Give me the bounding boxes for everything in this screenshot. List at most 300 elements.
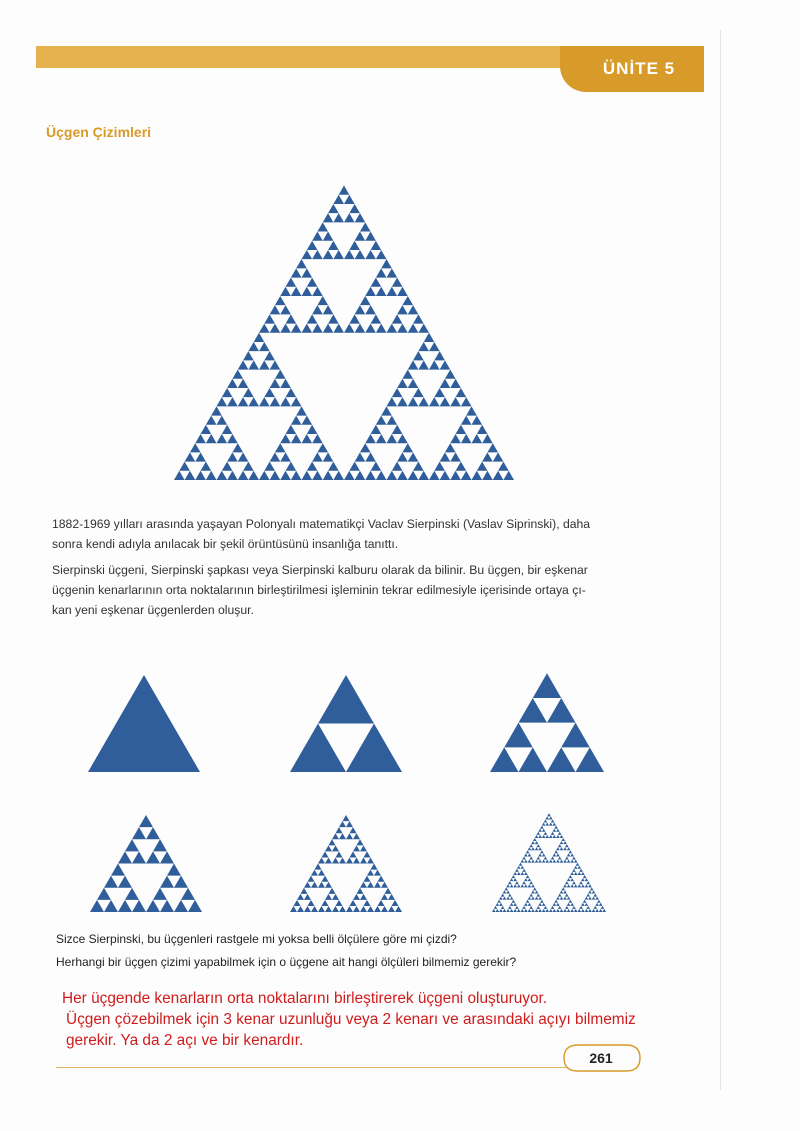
- sierpinski-cell: [542, 835, 546, 838]
- sierpinski-cell: [494, 906, 498, 909]
- sierpinski-cell: [599, 903, 603, 906]
- sierpinski-cell: [570, 903, 574, 906]
- sierpinski-cell: [567, 860, 571, 863]
- sierpinski-cell: [506, 909, 510, 912]
- sierpinski-cell: [392, 900, 399, 906]
- sierpinski-cell: [332, 894, 339, 900]
- sierpinski-cell: [528, 878, 532, 881]
- sierpinski-cell: [353, 894, 360, 900]
- sierpinski-cell: [537, 832, 541, 835]
- sierpinski-cell: [497, 900, 501, 903]
- sierpinski-cell: [504, 887, 508, 890]
- sierpinski-cell: [560, 847, 564, 850]
- sierpinski-cell: [554, 900, 558, 903]
- sierpinski-cell: [521, 909, 525, 912]
- sierpinski-cell: [531, 841, 535, 844]
- sierpinski-cell: [90, 900, 104, 912]
- sierpinski-cell: [537, 844, 541, 847]
- sierpinski-cell: [537, 906, 541, 909]
- sierpinski-cell: [181, 888, 195, 900]
- answer-line: gerekir. Ya da 2 açı ve bir kenardır.: [66, 1032, 304, 1049]
- sierpinski-cell: [519, 863, 523, 866]
- sierpinski-cell: [304, 894, 311, 900]
- sierpinski-stage-4: [290, 815, 402, 912]
- sierpinski-cell: [360, 845, 367, 851]
- sierpinski-cell: [524, 860, 528, 863]
- sierpinski-cell: [325, 894, 332, 900]
- sierpinski-cell: [594, 893, 598, 896]
- sierpinski-cell: [556, 835, 560, 838]
- sierpinski-stage-1: [290, 675, 402, 772]
- sierpinski-cell: [581, 872, 585, 875]
- sierpinski-cell: [581, 903, 585, 906]
- sierpinski-cell: [325, 882, 332, 888]
- sierpinski-cell: [343, 815, 350, 821]
- sierpinski-cell: [572, 869, 576, 872]
- sierpinski-cell: [537, 856, 541, 859]
- sierpinski-cell: [578, 866, 582, 869]
- sierpinski-cell: [332, 845, 339, 851]
- sierpinski-cell: [357, 888, 364, 894]
- sierpinski-cell: [535, 835, 539, 838]
- question-2: Herhangi bir üçgen çizimi yapabilmek için o üçgene ait hangi ölçüleri bilmemiz gerekir?: [56, 955, 517, 969]
- sierpinski-cell: [538, 853, 542, 856]
- sierpinski-cell: [579, 869, 583, 872]
- sierpinski-cell: [585, 903, 589, 906]
- sierpinski-cell: [553, 903, 557, 906]
- sierpinski-cell: [595, 897, 599, 900]
- sierpinski-cell: [496, 903, 500, 906]
- sierpinski-cell: [535, 909, 539, 912]
- sierpinski-cell: [515, 869, 519, 872]
- sierpinski-cell: [570, 872, 574, 875]
- sierpinski-cell: [570, 909, 574, 912]
- sierpinski-cell: [146, 827, 160, 839]
- sierpinski-cell: [153, 888, 167, 900]
- sierpinski-cell: [567, 878, 571, 881]
- sierpinski-cell: [526, 900, 530, 903]
- sierpinski-cell: [553, 853, 557, 856]
- sierpinski-cell: [581, 878, 585, 881]
- sierpinski-cell: [576, 747, 605, 772]
- sierpinski-cell: [560, 897, 564, 900]
- sierpinski-cell: [545, 835, 549, 838]
- sierpinski-cell: [558, 893, 562, 896]
- sierpinski-cell: [188, 900, 202, 912]
- sierpinski-cell: [111, 864, 125, 876]
- sierpinski-cell: [118, 851, 132, 863]
- sierpinski-cell: [524, 853, 528, 856]
- paragraph-line: üçgenin kenarlarının orta noktalarının birleştirilmesi işleminin tekrar edilmesiyle içerisinde ortaya çı-: [52, 583, 586, 597]
- sierpinski-cell: [542, 903, 546, 906]
- sierpinski-cell: [297, 894, 304, 900]
- sierpinski-stage-2: [490, 673, 604, 772]
- paragraph-line: Sierpinski üçgeni, Sierpinski şapkası veya Sierpinski kalburu olarak da bilinir. Bu üçgen, bir eşkenar: [52, 563, 588, 577]
- answer-line: Üçgen çözebilmek için 3 kenar uzunluğu veya 2 kenarı ve arasındaki açıyı bilmemiz: [66, 1011, 636, 1028]
- sierpinski-cell: [311, 906, 318, 912]
- sierpinski-cell: [97, 888, 111, 900]
- sierpinski-cell: [578, 872, 582, 875]
- sierpinski-cell: [549, 835, 553, 838]
- sierpinski-cell: [318, 882, 325, 888]
- sierpinski-cell: [517, 884, 521, 887]
- sierpinski-cell: [332, 833, 339, 839]
- sierpinski-cell: [367, 870, 374, 876]
- sierpinski-cell: [290, 724, 346, 772]
- sierpinski-cell: [322, 876, 329, 882]
- sierpinski-cell: [297, 906, 304, 912]
- sierpinski-cell: [513, 909, 517, 912]
- sierpinski-cell: [515, 906, 519, 909]
- sierpinski-cell: [522, 906, 526, 909]
- sierpinski-cell: [504, 723, 533, 748]
- sierpinski-cell: [544, 906, 548, 909]
- section-title: Üçgen Çizimleri: [46, 124, 152, 140]
- sierpinski-cell: [318, 675, 374, 723]
- sierpinski-cell: [353, 906, 360, 912]
- sierpinski-cell: [538, 897, 542, 900]
- sierpinski-cell: [346, 857, 353, 863]
- sierpinski-cell: [601, 906, 605, 909]
- sierpinski-cell: [567, 884, 571, 887]
- sierpinski-cell: [515, 881, 519, 884]
- sierpinski-cell: [508, 893, 512, 896]
- sierpinski-cell: [318, 857, 325, 863]
- sierpinski-cell: [560, 841, 564, 844]
- sierpinski-cell: [388, 894, 395, 900]
- sierpinski-cell: [510, 878, 514, 881]
- sierpinski-cell: [160, 876, 174, 888]
- sierpinski-cell: [311, 870, 318, 876]
- sierpinski-cell: [586, 881, 590, 884]
- sierpinski-stage-0: [88, 675, 200, 772]
- sierpinski-cell: [528, 909, 532, 912]
- sierpinski-cell: [581, 884, 585, 887]
- sierpinski-cell: [125, 839, 139, 851]
- sierpinski-cell: [336, 900, 343, 906]
- sierpinski-cell: [125, 888, 139, 900]
- sierpinski-cell: [510, 903, 514, 906]
- sierpinski-cell: [538, 847, 542, 850]
- sierpinski-cell: [315, 864, 322, 870]
- sierpinski-cell: [565, 881, 569, 884]
- sierpinski-cell: [533, 673, 562, 698]
- sierpinski-cell: [528, 884, 532, 887]
- sierpinski-cell: [569, 850, 573, 853]
- sierpinski-cell: [513, 903, 517, 906]
- sierpinski-cell: [561, 887, 565, 890]
- sierpinski-cell: [336, 851, 343, 857]
- sierpinski-cell: [545, 823, 549, 826]
- sierpinski-cell: [346, 833, 353, 839]
- sierpinski-cell: [560, 835, 564, 838]
- sierpinski-cell: [574, 860, 578, 863]
- sierpinski-cell: [350, 851, 357, 857]
- sierpinski-cell: [322, 900, 329, 906]
- sierpinski-cell: [554, 850, 558, 853]
- sierpinski-cell: [563, 909, 567, 912]
- sierpinski-cell: [583, 900, 587, 903]
- sierpinski-cell: [535, 890, 539, 893]
- sierpinski-cell: [586, 906, 590, 909]
- sierpinski-cell: [308, 900, 315, 906]
- sierpinski-cell: [490, 747, 519, 772]
- sierpinski-cell: [529, 881, 533, 884]
- sierpinski-cell: [381, 882, 388, 888]
- sierpinski-cell: [526, 850, 530, 853]
- sierpinski-cell: [529, 906, 533, 909]
- sierpinski-cell: [524, 909, 528, 912]
- sierpinski-cell: [339, 833, 346, 839]
- sierpinski-cell: [529, 856, 533, 859]
- sierpinski-cell: [592, 897, 596, 900]
- sierpinski-cell: [174, 876, 188, 888]
- sierpinski-cell: [332, 857, 339, 863]
- paragraph-line: kan yeni eşkenar üçgenlerden oluşur.: [52, 603, 254, 617]
- sierpinski-cell: [567, 853, 571, 856]
- sierpinski-cell: [353, 857, 360, 863]
- sierpinski-cell: [346, 724, 402, 772]
- sierpinski-cell: [88, 675, 200, 772]
- sierpinski-cell: [538, 860, 542, 863]
- sierpinski-cell: [561, 723, 590, 748]
- sierpinski-cell: [531, 884, 535, 887]
- sierpinski-cell: [565, 906, 569, 909]
- sierpinski-cell: [592, 909, 596, 912]
- sierpinski-cell: [574, 872, 578, 875]
- sierpinski-cell: [329, 888, 336, 894]
- sierpinski-cell: [572, 906, 576, 909]
- sierpinski-cell: [521, 884, 525, 887]
- sierpinski-cell: [118, 900, 132, 912]
- sierpinski-cell: [565, 856, 569, 859]
- sierpinski-cell: [556, 903, 560, 906]
- sierpinski-cell: [558, 832, 562, 835]
- sierpinski-cell: [553, 909, 557, 912]
- sierpinski-cell: [545, 860, 549, 863]
- sierpinski-cell: [517, 866, 521, 869]
- sierpinski-cell: [132, 900, 146, 912]
- paragraph-line: sonra kendi adıyla anılacak bir şekil örüntüsünü insanlığa tanıttı.: [52, 537, 399, 551]
- sierpinski-cell: [538, 909, 542, 912]
- sierpinski-cell: [512, 875, 516, 878]
- sierpinski-cell: [588, 909, 592, 912]
- sierpinski-cell: [547, 698, 576, 723]
- sierpinski-cell: [524, 903, 528, 906]
- sierpinski-cell: [371, 864, 378, 870]
- sierpinski-cell: [378, 900, 385, 906]
- sierpinski-cell: [549, 823, 553, 826]
- sierpinski-cell: [132, 851, 146, 863]
- sierpinski-cell: [602, 909, 606, 912]
- sierpinski-cell: [510, 884, 514, 887]
- sierpinski-cell: [556, 853, 560, 856]
- sierpinski-cell: [542, 853, 546, 856]
- sierpinski-cell: [590, 887, 594, 890]
- sierpinski-cell: [579, 906, 583, 909]
- sierpinski-cell: [104, 900, 118, 912]
- sierpinski-cell: [585, 909, 589, 912]
- sierpinski-cell: [595, 909, 599, 912]
- sierpinski-cell: [522, 856, 526, 859]
- sierpinski-cell: [329, 839, 336, 845]
- sierpinski-cell: [357, 839, 364, 845]
- sierpinski-cell: [367, 882, 374, 888]
- sierpinski-cell: [560, 890, 564, 893]
- sierpinski-cell: [563, 860, 567, 863]
- sierpinski-cell: [558, 844, 562, 847]
- sierpinski-cell: [567, 897, 571, 900]
- sierpinski-cell: [588, 890, 592, 893]
- sierpinski-cell: [535, 860, 539, 863]
- answer-line: Her üçgende kenarların orta noktalarını birleştirerek üçgeni oluşturuyor.: [62, 990, 548, 1007]
- sierpinski-cell: [556, 909, 560, 912]
- sierpinski-stage-5: [492, 813, 606, 912]
- sierpinski-cell: [528, 860, 532, 863]
- sierpinski-cell: [563, 841, 567, 844]
- sierpinski-cell: [570, 878, 574, 881]
- sierpinski-cell: [519, 698, 548, 723]
- sierpinski-cell: [503, 909, 507, 912]
- sierpinski-cell: [538, 835, 542, 838]
- sierpinski-cell: [537, 893, 541, 896]
- sierpinski-cell: [304, 882, 311, 888]
- sierpinski-cell: [588, 897, 592, 900]
- sierpinski-cell: [318, 906, 325, 912]
- sierpinski-cell: [542, 909, 546, 912]
- sierpinski-cell: [585, 897, 589, 900]
- sierpinski-cell: [524, 878, 528, 881]
- sierpinski-cell: [563, 884, 567, 887]
- sierpinski-cell: [367, 857, 374, 863]
- sierpinski-cell: [346, 906, 353, 912]
- sierpinski-cell: [549, 816, 553, 819]
- sierpinski-cell: [567, 903, 571, 906]
- sierpinski-cell: [325, 845, 332, 851]
- sierpinski-cell: [508, 881, 512, 884]
- paragraph-line: 1882-1969 yılları arasında yaşayan Polonyalı matematikçi Vaclav Sierpinski (Vaslav Siprinski), daha: [52, 517, 591, 531]
- sierpinski-cell: [585, 878, 589, 881]
- sierpinski-cell: [508, 906, 512, 909]
- sierpinski-cell: [565, 893, 569, 896]
- sierpinski-cell: [501, 893, 505, 896]
- sierpinski-cell: [364, 900, 371, 906]
- sierpinski-cell: [540, 900, 544, 903]
- sierpinski-cell: [519, 747, 548, 772]
- sierpinski-cell: [574, 909, 578, 912]
- sierpinski-cell: [583, 875, 587, 878]
- sierpinski-cell: [544, 856, 548, 859]
- sierpinski-cell: [545, 909, 549, 912]
- sierpinski-cell: [533, 887, 537, 890]
- sierpinski-cell: [549, 860, 553, 863]
- sierpinski-cell: [558, 856, 562, 859]
- sierpinski-cell: [597, 900, 601, 903]
- sierpinski-cell: [353, 833, 360, 839]
- sierpinski-cell: [567, 847, 571, 850]
- sierpinski-cell: [569, 900, 573, 903]
- sierpinski-cell: [572, 881, 576, 884]
- sierpinski-cell: [513, 884, 517, 887]
- sierpinski-cell: [374, 882, 381, 888]
- sierpinski-cell: [118, 876, 132, 888]
- sierpinski-cell: [350, 827, 357, 833]
- sierpinski-cell: [522, 869, 526, 872]
- sierpinski-cell: [594, 906, 598, 909]
- sierpinski-cell: [538, 829, 542, 832]
- sierpinski-cell: [513, 872, 517, 875]
- sierpinski-cell: [567, 909, 571, 912]
- sierpinski-cell: [160, 851, 174, 863]
- sierpinski-cell: [563, 897, 567, 900]
- sierpinski-cell: [506, 884, 510, 887]
- sierpinski-cell: [521, 860, 525, 863]
- sierpinski-cell: [503, 897, 507, 900]
- sierpinski-cell: [353, 845, 360, 851]
- sierpinski-cell: [547, 747, 576, 772]
- sierpinski-cell: [517, 872, 521, 875]
- sierpinski-cell: [553, 823, 557, 826]
- sierpinski-cell: [522, 881, 526, 884]
- sierpinski-cell: [556, 829, 560, 832]
- sierpinski-cell: [388, 906, 395, 912]
- sierpinski-cell: [318, 870, 325, 876]
- sierpinski-cell: [545, 816, 549, 819]
- sierpinski-cell: [560, 860, 564, 863]
- sierpinski-cell: [395, 906, 402, 912]
- sierpinski-cell: [360, 857, 367, 863]
- sierpinski-cell: [146, 900, 160, 912]
- sierpinski-cell: [558, 906, 562, 909]
- sierpinski-cell: [556, 897, 560, 900]
- sierpinski-cell: [556, 860, 560, 863]
- sierpinski-cell: [499, 903, 503, 906]
- sierpinski-cell: [139, 815, 153, 827]
- sierpinski-cell: [360, 894, 367, 900]
- sierpinski-cell: [544, 832, 548, 835]
- sierpinski-cell: [529, 844, 533, 847]
- sierpinski-cell: [360, 906, 367, 912]
- sierpinski-cell: [531, 890, 535, 893]
- sierpinski-cell: [364, 876, 371, 882]
- sierpinski-cell: [496, 909, 500, 912]
- sierpinski-cell: [517, 909, 521, 912]
- sierpinski-cell: [528, 847, 532, 850]
- sierpinski-cell: [524, 872, 528, 875]
- sierpinski-cell: [599, 909, 603, 912]
- sierpinski-cell: [521, 866, 525, 869]
- sierpinski-cell: [492, 909, 496, 912]
- sierpinski-cell: [553, 860, 557, 863]
- sierpinski-cell: [551, 856, 555, 859]
- sierpinski-cell: [521, 872, 525, 875]
- sierpinski-cell: [574, 884, 578, 887]
- sierpinski-cell: [153, 839, 167, 851]
- sierpinski-cell: [551, 819, 555, 822]
- sierpinski-cell: [146, 851, 160, 863]
- sierpinski-cell: [506, 890, 510, 893]
- sierpinski-cell: [561, 838, 565, 841]
- sierpinski-cell: [581, 909, 585, 912]
- sierpinski-cell: [339, 857, 346, 863]
- sierpinski-cell: [563, 890, 567, 893]
- sierpinski-cell: [542, 823, 546, 826]
- sierpinski-cell: [531, 847, 535, 850]
- sierpinski-cell: [499, 897, 503, 900]
- sierpinski-cell: [560, 909, 564, 912]
- sierpinski-cell: [540, 826, 544, 829]
- sierpinski-cell: [301, 888, 308, 894]
